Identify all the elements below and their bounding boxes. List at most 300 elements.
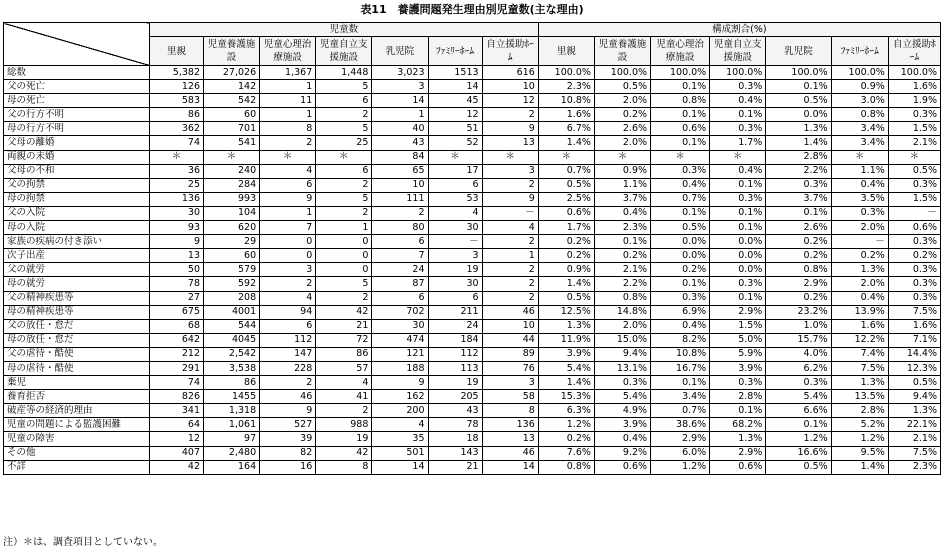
table-row: [4, 263, 941, 277]
ratio-cell: 4.9%: [594, 404, 650, 418]
count-cell: 143: [428, 446, 482, 460]
ratio-cell: 0.5%: [651, 221, 710, 235]
row-label: 母の拘禁: [4, 192, 150, 206]
count-cell: 0: [316, 235, 372, 249]
table-row: [4, 235, 941, 249]
ratio-cell: 0.1%: [766, 206, 831, 220]
ratio-cell: 0.3%: [888, 235, 940, 249]
count-cell: 46: [482, 305, 538, 319]
count-cell: 11: [260, 94, 316, 108]
count-cell: 5: [316, 192, 372, 206]
ratio-cell: 12.2%: [831, 333, 888, 347]
count-cell: 1: [260, 108, 316, 122]
count-cell: 1,448: [316, 66, 372, 80]
count-cell: 121: [372, 347, 428, 361]
ratio-cell: 100.0%: [651, 66, 710, 80]
table-row: [4, 192, 941, 206]
count-cell: 6: [372, 235, 428, 249]
table-row: [4, 277, 941, 291]
count-cell: 211: [428, 305, 482, 319]
count-cell: 701: [204, 122, 260, 136]
count-cell: 501: [372, 446, 428, 460]
count-cell: 1: [316, 221, 372, 235]
ratio-cell: 1.5%: [888, 192, 940, 206]
count-cell: 2: [316, 178, 372, 192]
ratio-cell: 0.5%: [888, 164, 940, 178]
count-cell: 50: [149, 263, 203, 277]
ratio-cell: 2.8%: [766, 150, 831, 164]
column-header: 自立援助ﾎｰﾑ: [482, 37, 538, 66]
ratio-cell: 1.5%: [888, 122, 940, 136]
count-cell: 126: [149, 80, 203, 94]
count-cell: 51: [428, 122, 482, 136]
ratio-cell: 0.1%: [710, 178, 766, 192]
ratio-cell: 1.1%: [594, 178, 650, 192]
table-row: [4, 446, 941, 460]
count-cell: 542: [204, 94, 260, 108]
ratio-cell: 0.3%: [766, 178, 831, 192]
ratio-cell: 3.0%: [831, 94, 888, 108]
table-row: [4, 136, 941, 150]
row-label: 母の入院: [4, 221, 150, 235]
count-cell: 4: [316, 376, 372, 390]
table-row: [4, 305, 941, 319]
count-cell: 162: [372, 390, 428, 404]
count-cell: 12: [149, 432, 203, 446]
ratio-cell: －: [831, 235, 888, 249]
row-label: 母の死亡: [4, 94, 150, 108]
table-body: [4, 66, 941, 475]
count-cell: 0: [316, 249, 372, 263]
count-cell: 826: [149, 390, 203, 404]
ratio-cell: 0.8%: [831, 108, 888, 122]
table-header: [4, 23, 941, 66]
count-cell: 2: [482, 178, 538, 192]
ratio-cell: 2.6%: [766, 221, 831, 235]
ratio-cell: 0.8%: [538, 460, 594, 474]
ratio-cell: 7.5%: [831, 361, 888, 375]
count-cell: 0: [260, 249, 316, 263]
table-row: [4, 164, 941, 178]
table-row: [4, 361, 941, 375]
count-cell: 78: [428, 418, 482, 432]
count-cell: 24: [428, 319, 482, 333]
ratio-cell: 0.5%: [888, 376, 940, 390]
count-cell: 1,318: [204, 404, 260, 418]
ratio-cell: 3.4%: [831, 136, 888, 150]
ratio-cell: 0.1%: [651, 136, 710, 150]
ratio-cell: 5.4%: [594, 390, 650, 404]
ratio-cell: 38.6%: [651, 418, 710, 432]
count-cell: 10: [482, 319, 538, 333]
count-cell: 642: [149, 333, 203, 347]
count-cell: 2: [482, 291, 538, 305]
ratio-cell: 2.1%: [888, 136, 940, 150]
ratio-cell: 0.1%: [710, 221, 766, 235]
ratio-cell: 0.9%: [831, 80, 888, 94]
ratio-cell: 8.2%: [651, 333, 710, 347]
count-cell: 4: [372, 418, 428, 432]
count-cell: 228: [260, 361, 316, 375]
ratio-cell: 2.9%: [710, 446, 766, 460]
count-cell: 200: [372, 404, 428, 418]
row-label: 母の精神疾患等: [4, 305, 150, 319]
column-header: ﾌｧﾐﾘｰﾎｰﾑ: [428, 37, 482, 66]
row-label: 総数: [4, 66, 150, 80]
count-cell: 5: [316, 122, 372, 136]
ratio-cell: 0.3%: [710, 80, 766, 94]
ratio-cell: 0.6%: [651, 122, 710, 136]
count-cell: 9: [260, 404, 316, 418]
table-row: [4, 404, 941, 418]
count-cell: 46: [260, 390, 316, 404]
count-cell: 8: [482, 404, 538, 418]
count-cell: 4: [260, 164, 316, 178]
count-cell: ＊: [428, 150, 482, 164]
row-label: 父の拘禁: [4, 178, 150, 192]
count-cell: 240: [204, 164, 260, 178]
column-header: 児童自立支援施設: [316, 37, 372, 66]
count-cell: 4001: [204, 305, 260, 319]
ratio-cell: 5.4%: [538, 361, 594, 375]
table-row: [4, 418, 941, 432]
ratio-cell: 0.4%: [710, 164, 766, 178]
count-cell: 86: [204, 376, 260, 390]
ratio-cell: 12.3%: [888, 361, 940, 375]
count-cell: 18: [428, 432, 482, 446]
ratio-cell: 1.3%: [831, 376, 888, 390]
row-label: 児童の問題による監護困難: [4, 418, 150, 432]
count-cell: 583: [149, 94, 203, 108]
row-label: 破産等の経済的理由: [4, 404, 150, 418]
row-label: その他: [4, 446, 150, 460]
ratio-cell: 0.5%: [766, 460, 831, 474]
count-cell: 2: [482, 235, 538, 249]
count-cell: 35: [372, 432, 428, 446]
count-cell: 14: [372, 94, 428, 108]
count-cell: 993: [204, 192, 260, 206]
ratio-cell: 2.0%: [594, 94, 650, 108]
count-cell: 58: [482, 390, 538, 404]
ratio-cell: 0.0%: [710, 263, 766, 277]
row-label: 両親の未婚: [4, 150, 150, 164]
row-label: 父の虐待・酷使: [4, 347, 150, 361]
count-cell: 64: [149, 418, 203, 432]
ratio-cell: 0.7%: [651, 192, 710, 206]
ratio-cell: 2.3%: [594, 221, 650, 235]
row-label: 母の行方不明: [4, 122, 150, 136]
ratio-cell: 5.0%: [710, 333, 766, 347]
count-cell: 527: [260, 418, 316, 432]
ratio-cell: 6.0%: [651, 446, 710, 460]
count-cell: 14: [482, 460, 538, 474]
ratio-cell: 10.8%: [538, 94, 594, 108]
count-cell: 5: [316, 80, 372, 94]
ratio-cell: 1.4%: [538, 136, 594, 150]
column-header: ﾌｧﾐﾘｰﾎｰﾑ: [831, 37, 888, 66]
count-cell: 2: [372, 206, 428, 220]
ratio-cell: 2.1%: [594, 263, 650, 277]
ratio-cell: 15.3%: [538, 390, 594, 404]
ratio-cell: 0.1%: [710, 291, 766, 305]
ratio-cell: 7.5%: [888, 446, 940, 460]
count-cell: 6: [316, 164, 372, 178]
column-header: 乳児院: [372, 37, 428, 66]
ratio-cell: 6.2%: [766, 361, 831, 375]
ratio-cell: 1.9%: [888, 94, 940, 108]
row-label: 家族の疾病の付き添い: [4, 235, 150, 249]
ratio-cell: 0.3%: [888, 108, 940, 122]
count-cell: 136: [149, 192, 203, 206]
ratio-cell: 9.5%: [831, 446, 888, 460]
count-cell: 544: [204, 319, 260, 333]
count-cell: 9: [260, 192, 316, 206]
ratio-cell: 0.4%: [594, 206, 650, 220]
count-cell: 2: [316, 291, 372, 305]
count-cell: 2: [482, 263, 538, 277]
ratio-cell: ＊: [710, 150, 766, 164]
count-cell: 14: [372, 460, 428, 474]
ratio-cell: 1.6%: [831, 319, 888, 333]
corner-cell: [4, 23, 150, 66]
ratio-cell: 1.3%: [538, 319, 594, 333]
column-header: 児童心理治療施設: [651, 37, 710, 66]
ratio-cell: 16.6%: [766, 446, 831, 460]
count-cell: 7: [372, 249, 428, 263]
ratio-cell: 23.2%: [766, 305, 831, 319]
count-cell: 30: [372, 319, 428, 333]
ratio-cell: 0.5%: [538, 178, 594, 192]
count-cell: 3: [482, 376, 538, 390]
count-cell: 362: [149, 122, 203, 136]
count-cell: 43: [428, 404, 482, 418]
count-cell: 2: [260, 277, 316, 291]
count-cell: 6: [316, 94, 372, 108]
ratio-cell: 0.1%: [766, 418, 831, 432]
ratio-cell: 0.3%: [888, 178, 940, 192]
ratio-cell: 7.1%: [888, 333, 940, 347]
count-cell: 136: [482, 418, 538, 432]
count-cell: 111: [372, 192, 428, 206]
column-header: 児童自立支援施設: [710, 37, 766, 66]
table-row: [4, 80, 941, 94]
count-cell: 46: [482, 446, 538, 460]
count-cell: 3: [428, 249, 482, 263]
count-cell: 9: [372, 376, 428, 390]
row-label: 父の死亡: [4, 80, 150, 94]
count-cell: 2: [316, 108, 372, 122]
count-cell: 1: [482, 249, 538, 263]
table-row: [4, 94, 941, 108]
ratio-cell: 0.0%: [766, 108, 831, 122]
count-cell: 30: [149, 206, 203, 220]
ratio-cell: 0.2%: [766, 249, 831, 263]
count-cell: 30: [428, 277, 482, 291]
count-cell: 36: [149, 164, 203, 178]
count-cell: 6: [260, 319, 316, 333]
data-table: [3, 22, 941, 475]
count-cell: 41: [316, 390, 372, 404]
count-cell: 2,542: [204, 347, 260, 361]
row-label: 不詳: [4, 460, 150, 474]
row-label: 父の放任・怠だ: [4, 319, 150, 333]
ratio-cell: 3.7%: [766, 192, 831, 206]
ratio-cell: 2.0%: [831, 221, 888, 235]
table-row: [4, 221, 941, 235]
count-cell: 9: [149, 235, 203, 249]
count-cell: ＊: [482, 150, 538, 164]
ratio-cell: 0.0%: [651, 249, 710, 263]
ratio-cell: 0.1%: [710, 108, 766, 122]
count-cell: 2: [260, 136, 316, 150]
ratio-cell: 0.2%: [766, 235, 831, 249]
ratio-cell: 0.3%: [710, 277, 766, 291]
ratio-cell: 0.1%: [651, 108, 710, 122]
ratio-cell: 0.3%: [651, 164, 710, 178]
ratio-cell: 0.4%: [710, 94, 766, 108]
ratio-cell: 0.0%: [710, 235, 766, 249]
count-cell: 76: [482, 361, 538, 375]
count-cell: 21: [316, 319, 372, 333]
ratio-cell: 1.6%: [888, 319, 940, 333]
row-label: 児童の障害: [4, 432, 150, 446]
count-cell: 1,367: [260, 66, 316, 80]
count-cell: 3: [260, 263, 316, 277]
count-cell: 12: [482, 94, 538, 108]
count-cell: 13: [482, 136, 538, 150]
ratio-cell: 5.9%: [710, 347, 766, 361]
table-row: [4, 291, 941, 305]
ratio-cell: 2.3%: [888, 460, 940, 474]
count-cell: 25: [316, 136, 372, 150]
count-cell: 84: [372, 150, 428, 164]
ratio-cell: 1.0%: [766, 319, 831, 333]
count-cell: 6: [372, 291, 428, 305]
ratio-cell: 1.7%: [710, 136, 766, 150]
ratio-cell: 0.2%: [594, 108, 650, 122]
ratio-cell: 1.1%: [831, 164, 888, 178]
count-cell: 10: [372, 178, 428, 192]
ratio-cell: 6.7%: [538, 122, 594, 136]
count-cell: －: [428, 235, 482, 249]
table-row: [4, 206, 941, 220]
ratio-cell: 1.2%: [766, 432, 831, 446]
count-cell: 13: [149, 249, 203, 263]
ratio-cell: 1.2%: [831, 432, 888, 446]
count-cell: 541: [204, 136, 260, 150]
ratio-cell: 0.1%: [710, 404, 766, 418]
count-cell: 80: [372, 221, 428, 235]
count-cell: 9: [482, 122, 538, 136]
ratio-cell: 0.4%: [651, 178, 710, 192]
ratio-cell: 0.3%: [766, 376, 831, 390]
ratio-cell: 13.5%: [831, 390, 888, 404]
count-cell: 188: [372, 361, 428, 375]
table-row: [4, 122, 941, 136]
row-label: 父の入院: [4, 206, 150, 220]
ratio-cell: 1.2%: [538, 418, 594, 432]
table-row: [4, 108, 941, 122]
count-cell: 10: [482, 80, 538, 94]
count-cell: 42: [149, 460, 203, 474]
count-cell: 4: [482, 221, 538, 235]
count-cell: 702: [372, 305, 428, 319]
group-header-ratios: 構成割合(%): [538, 23, 940, 37]
table-row: [4, 376, 941, 390]
count-cell: 4: [428, 206, 482, 220]
ratio-cell: 0.1%: [594, 235, 650, 249]
ratio-cell: 0.1%: [651, 376, 710, 390]
count-cell: 112: [428, 347, 482, 361]
count-cell: 579: [204, 263, 260, 277]
ratio-cell: 0.5%: [594, 80, 650, 94]
ratio-cell: 0.8%: [651, 94, 710, 108]
count-cell: 208: [204, 291, 260, 305]
ratio-cell: 3.4%: [651, 390, 710, 404]
ratio-cell: 1.3%: [710, 432, 766, 446]
ratio-cell: 3.9%: [594, 418, 650, 432]
ratio-cell: 0.2%: [538, 235, 594, 249]
count-cell: 2: [260, 376, 316, 390]
ratio-cell: 7.5%: [888, 305, 940, 319]
ratio-cell: 0.1%: [651, 80, 710, 94]
ratio-cell: 1.4%: [766, 136, 831, 150]
ratio-cell: 2.9%: [766, 277, 831, 291]
column-header: 里親: [538, 37, 594, 66]
count-cell: ＊: [260, 150, 316, 164]
count-cell: 112: [260, 333, 316, 347]
count-cell: 284: [204, 178, 260, 192]
count-cell: 3: [482, 164, 538, 178]
column-header: 児童心理治療施設: [260, 37, 316, 66]
count-cell: 30: [428, 221, 482, 235]
ratio-cell: 0.3%: [888, 277, 940, 291]
ratio-cell: ＊: [651, 150, 710, 164]
ratio-cell: 1.4%: [831, 460, 888, 474]
ratio-cell: 22.1%: [888, 418, 940, 432]
row-label: 母の放任・怠だ: [4, 333, 150, 347]
ratio-cell: 9.2%: [594, 446, 650, 460]
ratio-cell: 2.3%: [538, 80, 594, 94]
column-header: 児童養護施設: [204, 37, 260, 66]
count-cell: ＊: [204, 150, 260, 164]
count-cell: 0: [316, 263, 372, 277]
count-cell: 52: [428, 136, 482, 150]
ratio-cell: 0.9%: [538, 263, 594, 277]
count-cell: 19: [316, 432, 372, 446]
count-cell: 14: [428, 80, 482, 94]
count-cell: 1: [260, 206, 316, 220]
count-cell: 675: [149, 305, 203, 319]
ratio-cell: 0.0%: [651, 235, 710, 249]
count-cell: 1: [372, 108, 428, 122]
table-row: [4, 347, 941, 361]
ratio-cell: 1.4%: [538, 376, 594, 390]
count-cell: 68: [149, 319, 203, 333]
count-cell: 0: [260, 235, 316, 249]
ratio-cell: 2.1%: [888, 432, 940, 446]
ratio-cell: 1.2%: [651, 460, 710, 474]
count-cell: 29: [204, 235, 260, 249]
count-cell: 1513: [428, 66, 482, 80]
count-cell: 474: [372, 333, 428, 347]
ratio-cell: 0.7%: [651, 404, 710, 418]
ratio-cell: 13.1%: [594, 361, 650, 375]
ratio-cell: 0.6%: [594, 460, 650, 474]
count-cell: 43: [372, 136, 428, 150]
ratio-cell: 0.3%: [651, 291, 710, 305]
ratio-cell: 11.9%: [538, 333, 594, 347]
